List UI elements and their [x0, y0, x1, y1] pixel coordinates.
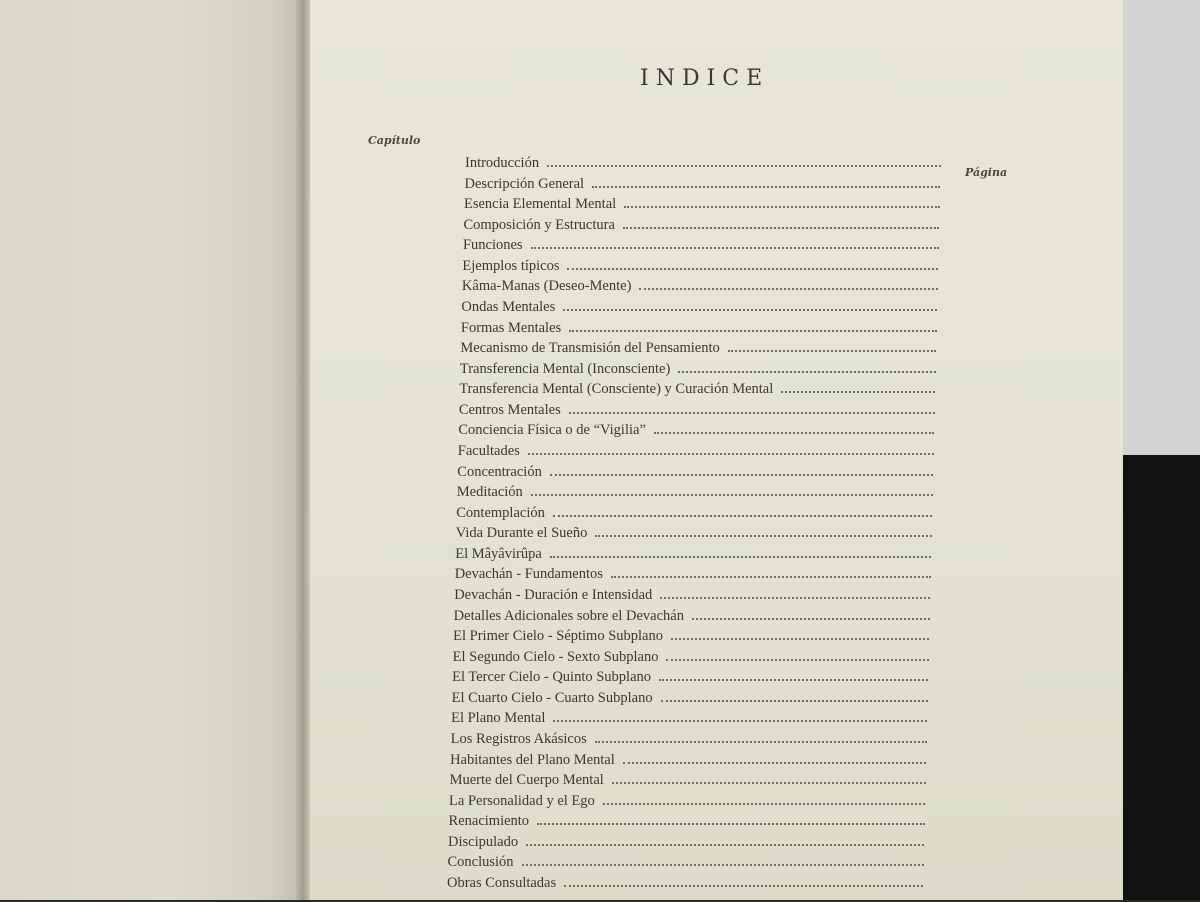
toc-entry — [460, 340, 942, 357]
chapter-title: Introducción — [465, 155, 540, 171]
dot-leader — [623, 761, 926, 764]
dot-leader — [660, 596, 930, 599]
dot-leader — [781, 390, 935, 393]
dot-leader — [550, 555, 931, 558]
chapter-title: Conciencia Física o de “Vigilia” — [458, 422, 646, 439]
toc-entry — [450, 772, 932, 789]
capitulo-header: Capítulo — [368, 134, 421, 147]
toc-entry — [464, 176, 946, 193]
dot-leader — [563, 308, 937, 311]
chapter-title: Obras Consultadas — [447, 875, 557, 891]
left-page — [0, 0, 305, 900]
toc-entry — [453, 628, 935, 645]
toc-entry — [451, 731, 933, 748]
chapter-title: Los Registros Akásicos — [450, 731, 587, 747]
dot-leader — [639, 287, 938, 290]
chapter-title: Centros Mentales — [458, 401, 561, 418]
dot-leader — [564, 884, 923, 887]
background-shadow — [1123, 455, 1200, 900]
dot-leader — [624, 205, 940, 208]
toc-entry — [452, 690, 934, 707]
background-wall — [1123, 0, 1200, 455]
chapter-title: Composición y Estructura — [463, 216, 615, 233]
toc-entry — [459, 381, 941, 398]
chapter-title: El Segundo Cielo - Sexto Subplano — [452, 648, 659, 665]
toc-entry — [448, 854, 930, 871]
dot-leader — [678, 370, 936, 373]
dot-leader — [659, 678, 928, 681]
toc-entry — [462, 278, 944, 295]
toc-entry — [463, 217, 945, 234]
dot-leader — [531, 493, 933, 496]
dot-leader — [553, 514, 932, 517]
toc-entry — [465, 155, 947, 172]
toc-entry — [455, 566, 937, 583]
chapter-title: El Tercer Cielo - Quinto Subplano — [452, 669, 651, 686]
toc-entry — [453, 649, 935, 666]
dot-leader — [671, 637, 929, 640]
dot-leader — [692, 617, 930, 620]
dot-leader — [522, 863, 924, 866]
dot-leader — [623, 226, 940, 229]
dot-leader — [661, 699, 928, 702]
dot-leader — [526, 843, 924, 846]
chapter-title: Vida Durante el Sueño — [455, 525, 588, 542]
dot-leader — [531, 246, 939, 249]
chapter-title: Transferencia Mental (Inconsciente) — [459, 360, 671, 377]
chapter-title: Discipulado — [448, 833, 519, 850]
chapter-title: Conclusión — [447, 854, 514, 871]
chapter-title: Descripción General — [464, 175, 585, 192]
toc-entry — [449, 793, 931, 810]
chapter-title: Mecanismo de Transmisión del Pensamiento — [460, 340, 720, 357]
toc-entry — [455, 546, 937, 563]
toc-entry — [457, 464, 939, 481]
toc-entry — [457, 484, 939, 501]
chapter-title: Funciones — [462, 237, 523, 254]
toc-entry — [460, 361, 942, 378]
chapter-title: El Mâyâvirûpa — [455, 545, 542, 562]
toc-entry — [450, 752, 932, 769]
toc-entry — [464, 196, 946, 213]
dot-leader — [569, 329, 937, 332]
chapter-title: Detalles Adicionales sobre el Devachán — [453, 607, 684, 624]
pagina-header: Página — [965, 166, 1008, 179]
toc-entry — [458, 443, 940, 460]
chapter-title: Facultades — [457, 443, 520, 459]
toc-entry — [454, 587, 936, 604]
chapter-title: Habitantes del Plano Mental — [450, 751, 615, 768]
chapter-title: Devachán - Duración e Intensidad — [454, 587, 653, 603]
chapter-title: Contemplación — [456, 504, 545, 521]
chapter-title: Esencia Elemental Mental — [463, 196, 617, 213]
chapter-title: Ejemplos típicos — [462, 257, 560, 274]
dot-leader — [547, 164, 941, 167]
dot-leader — [595, 740, 927, 743]
dot-leader — [654, 431, 934, 434]
dot-leader — [537, 822, 924, 825]
toc-entry — [448, 834, 930, 851]
chapter-title: Ondas Mentales — [461, 299, 556, 315]
toc-entry — [452, 669, 934, 686]
toc-entry — [458, 422, 940, 439]
toc-entry — [454, 608, 936, 625]
dot-leader — [528, 452, 934, 455]
chapter-title: Muerte del Cuerpo Mental — [449, 772, 604, 789]
chapter-title: Concentración — [457, 463, 542, 480]
toc-entry — [459, 402, 941, 419]
dot-leader — [603, 802, 925, 805]
toc-entry — [449, 813, 931, 830]
toc-entry — [456, 505, 938, 522]
toc-entry — [447, 875, 929, 892]
page-title: INDICE — [640, 66, 770, 91]
toc-entry — [461, 299, 943, 316]
chapter-title: La Personalidad y el Ego — [449, 792, 595, 809]
dot-leader — [611, 575, 931, 578]
dot-leader — [666, 658, 928, 661]
book-gutter — [296, 0, 310, 900]
dot-leader — [728, 349, 937, 352]
chapter-title: Renacimiento — [448, 813, 530, 830]
toc-entry — [451, 710, 933, 727]
dot-leader — [595, 534, 931, 537]
toc-entry — [463, 237, 945, 254]
chapter-title: Devachán - Fundamentos — [454, 566, 603, 583]
chapter-title: El Primer Cielo - Séptimo Subplano — [453, 628, 663, 645]
dot-leader — [553, 719, 927, 722]
toc-entry — [461, 320, 943, 337]
dot-leader — [592, 185, 940, 188]
toc-entry — [456, 525, 938, 542]
chapter-title: El Cuarto Cielo - Cuarto Subplano — [451, 689, 653, 706]
chapter-title: El Plano Mental — [451, 710, 546, 727]
chapter-title: Meditación — [456, 484, 523, 501]
dot-leader — [567, 267, 938, 270]
chapter-title: Formas Mentales — [460, 319, 562, 336]
dot-leader — [569, 411, 935, 414]
toc-entry — [462, 258, 944, 275]
chapter-title: Kâma-Manas (Deseo-Mente) — [461, 278, 632, 295]
chapter-title: Transferencia Mental (Consciente) y Curación Mental — [459, 381, 774, 398]
dot-leader — [550, 473, 933, 476]
dot-leader — [612, 781, 926, 784]
